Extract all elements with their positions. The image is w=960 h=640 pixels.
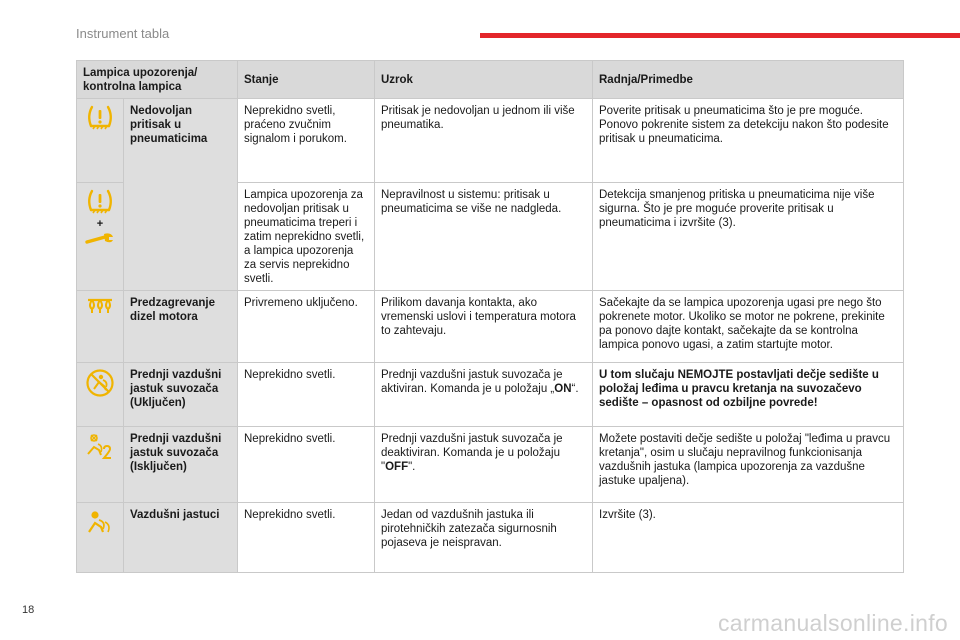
action-cell: Izvršite (3). xyxy=(593,503,904,573)
cause-cell: Nepravilnost u sistemu: pritisak u pneumaticima se više ne nadgleda. xyxy=(375,183,593,291)
table-row xyxy=(77,291,904,363)
lamp-name-cell xyxy=(124,99,238,291)
column-header-cause: Uzrok xyxy=(375,61,593,99)
cause-cell xyxy=(375,363,593,427)
tyre-pressure-warning-icon xyxy=(83,104,117,132)
table-row xyxy=(77,427,904,503)
passenger-airbag-on-icon xyxy=(83,368,117,398)
page-number: 18 xyxy=(22,604,35,616)
state-cell: Lampica upozorenja za nedovoljan pritisak u pneumaticima treperi i zatim neprekidno svetli, a lampica upozorenja za servis neprekidno svetli. xyxy=(238,183,375,291)
airbag-fault-icon xyxy=(83,508,117,538)
cause-text: Prednji vazdušni jastuk suvozača je aktiviran. Komanda je u položaju „ xyxy=(381,369,563,396)
switch-position-off: OFF xyxy=(385,461,409,474)
icon-cell xyxy=(77,183,124,291)
lamp-name: Vazdušni jastuci xyxy=(130,509,220,522)
page-title: Instrument tabla xyxy=(76,26,170,41)
action-cell: U tom slučaju NEMOJTE postavljati dečje sedište u položaj leđima u pravcu kretanja na suvozačevo sedište – opasnost od ozbiljne povrede! xyxy=(593,363,904,427)
table-row xyxy=(77,363,904,427)
cause-cell: Jedan od vazdušnih jastuka ili pirotehničkih zatezača sigurnosnih pojaseva je neispravan. xyxy=(375,503,593,573)
column-header-state: Stanje xyxy=(238,61,375,99)
cause-cell xyxy=(375,427,593,503)
action-cell: Poverite pritisak u pneumaticima što je pre moguće. Ponovo pokrenite sistem za detekciju nakon što podesite pritisak u pneumaticima. xyxy=(593,99,904,183)
lamp-name-cell xyxy=(124,427,238,503)
cause-text: Prednji vazdušni jastuk suvozača je deaktiviran. Komanda je u položaju " xyxy=(381,433,563,474)
tyre-pressure-warning-icon xyxy=(85,188,115,216)
lamp-name: Prednji vazdušni jastuk suvozača (Uključen) xyxy=(130,369,222,410)
action-cell: Detekcija smanjenog pritiska u pneumaticima nije više sigurna. Što je pre moguće proverite pritisak u pneumaticima i izvršite (3). xyxy=(593,183,904,291)
switch-position-on: ON xyxy=(554,383,572,396)
watermark: carmanualsonline.info xyxy=(717,610,948,636)
state-cell: Neprekidno svetli. xyxy=(238,427,375,503)
cause-cell: Pritisak je nedovoljan u jednom ili više pneumatika. xyxy=(375,99,593,183)
cause-text-end: ". xyxy=(408,461,416,474)
service-wrench-icon xyxy=(85,232,115,246)
plus-sign: + xyxy=(96,218,104,231)
state-cell: Privremeno uključeno. xyxy=(238,291,375,363)
lamp-name-cell xyxy=(124,503,238,573)
table-row xyxy=(77,503,904,573)
passenger-airbag-off-icon xyxy=(83,432,117,462)
icon-cell xyxy=(77,363,124,427)
lamp-name-cell xyxy=(124,363,238,427)
action-cell: Možete postaviti dečje sedište u položaj "leđima u pravcu kretanja", osim u slučaju nepravilnog funkcionisanja vazdušnih jastuka (lampica upozorenja za vazdušne jastuke upaljena). xyxy=(593,427,904,503)
icon-cell xyxy=(77,503,124,573)
cause-text-end: “. xyxy=(571,383,579,396)
state-cell: Neprekidno svetli. xyxy=(238,503,375,573)
icon-cell xyxy=(77,99,124,183)
state-cell: Neprekidno svetli, praćeno zvučnim signalom i porukom. xyxy=(238,99,375,183)
glow-plug-icon xyxy=(83,296,117,316)
header-accent-bar xyxy=(480,33,960,38)
column-header-lamp: Lampica upozorenja/ kontrolna lampica xyxy=(77,61,238,99)
action-cell: Sačekajte da se lampica upozorenja ugasi pre nego što pokrenete motor. Ukoliko se motor ne pokrene, prekinite pa ponovo dajte kontakt, sačekajte da se kontrolna lampica ponovo ugasi, a zatim startujte motor. xyxy=(593,291,904,363)
state-cell: Neprekidno svetli. xyxy=(238,363,375,427)
warning-lamps-table xyxy=(76,60,904,573)
lamp-name-cell xyxy=(124,291,238,363)
lamp-name: Prednji vazdušni jastuk suvozača (Isključen) xyxy=(130,433,222,474)
icon-cell xyxy=(77,427,124,503)
column-header-action: Radnja/Primedbe xyxy=(593,61,904,99)
cause-cell: Prilikom davanja kontakta, ako vremenski uslovi i temperatura motora to zahtevaju. xyxy=(375,291,593,363)
table-header-row xyxy=(77,61,904,99)
lamp-name: Nedovoljan pritisak u pneumaticima xyxy=(130,105,208,146)
icon-cell xyxy=(77,291,124,363)
lamp-name: Predzagrevanje dizel motora xyxy=(130,297,216,324)
table-row xyxy=(77,99,904,183)
